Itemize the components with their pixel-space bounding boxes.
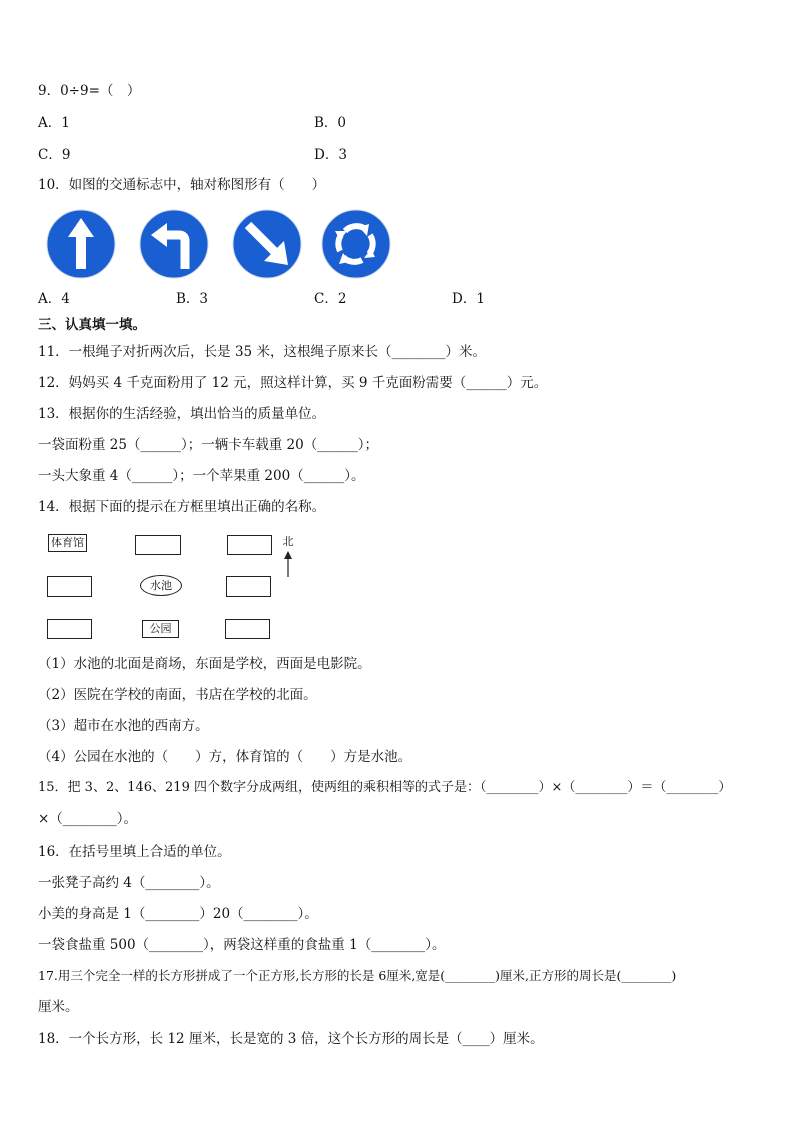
q10-stem: 10．如图的交通标志中，轴对称图形有（ ） [38,177,326,193]
q10-option-c: C．2 [314,291,347,307]
section-heading: 三、认真填一填。 [38,317,146,333]
blank-box-bottom-right[interactable] [225,619,270,639]
blank-box-top-right[interactable] [227,535,272,555]
gym-box [48,534,87,552]
q13-stem: 13．根据你的生活经验，填出恰当的质量单位。 [38,406,326,422]
q14-hint-1: （1）水池的北面是商场，东面是学校，西面是电影院。 [38,656,371,672]
q9-option-c: C．9 [38,147,71,163]
roundabout-sign-icon [321,209,391,279]
down-right-arrow-sign-icon [232,209,302,279]
q14-hint-4: （4）公园在水池的（ ）方，体育馆的（ ）方是水池。 [38,749,412,765]
q9-stem: 9．0÷9=（ ） [38,83,141,99]
q16-line-1: 一张凳子高约 4（________）。 [38,875,220,891]
q14-stem: 14．根据下面的提示在方框里填出正确的名称。 [38,499,326,515]
straight-arrow-sign-icon [46,209,116,279]
q17-line-2: 厘米。 [38,999,79,1015]
q10-option-a: A．4 [38,291,70,307]
q15-line-2: ×（________）。 [38,811,138,827]
q9-option-b: B．0 [314,115,347,131]
q16-stem: 16．在括号里填上合适的单位。 [38,844,231,860]
q13-line-1: 一袋面粉重 25（______）；一辆卡车载重 20（______）； [38,437,378,453]
q16-line-2: 小美的身高是 1（________）20（________）。 [38,906,318,922]
blank-box-mid-left[interactable] [47,576,92,597]
q9-option-a: A．1 [38,115,70,131]
q14-hint-3: （3）超市在水池的西南方。 [38,718,209,734]
blank-box-bottom-left[interactable] [47,619,92,639]
blank-box-mid-right[interactable] [226,576,271,597]
q9-option-d: D．3 [314,147,347,163]
park-box [142,620,179,638]
q14-hint-2: （2）医院在学校的南面，书店在学校的北面。 [38,687,317,703]
q15-line-1: 15．把 3、2、146、219 四个数字分成两组，使两组的乘积相等的式子是：（________）×（________）＝（________） [38,780,732,795]
turn-left-sign-icon [139,209,209,279]
gym-label: 体育馆 [51,536,84,549]
q18-text: 18．一个长方形，长 12 厘米，长是宽的 3 倍，这个长方形的周长是（____）厘米。 [38,1031,544,1047]
q10-option-b: B．3 [176,291,209,307]
blank-box-top-middle[interactable] [135,535,181,555]
north-label: 北 [282,535,294,548]
park-label: 公园 [149,622,172,635]
q11-text: 11．一根绳子对折两次后，长是 35 米，这根绳子原来长（________）米。 [38,344,486,360]
q12-text: 12．妈妈买 4 千克面粉用了 12 元，照这样计算，买 9 千克面粉需要（______）元。 [38,375,548,391]
north-arrow-icon [282,550,294,578]
q13-line-2: 一头大象重 4（______）；一个苹果重 200（______）。 [38,468,365,484]
q16-line-3: 一袋食盐重 500（________），两袋这样重的食盐重 1（________）。 [38,937,446,953]
q10-option-d: D．1 [452,291,485,307]
pond-oval: 水池 [140,575,182,596]
q17-line-1: 17.用三个完全一样的长方形拼成了一个正方形,长方形的长是 6厘米,宽是(________)厘米,正方形的周长是(________) [38,968,677,983]
